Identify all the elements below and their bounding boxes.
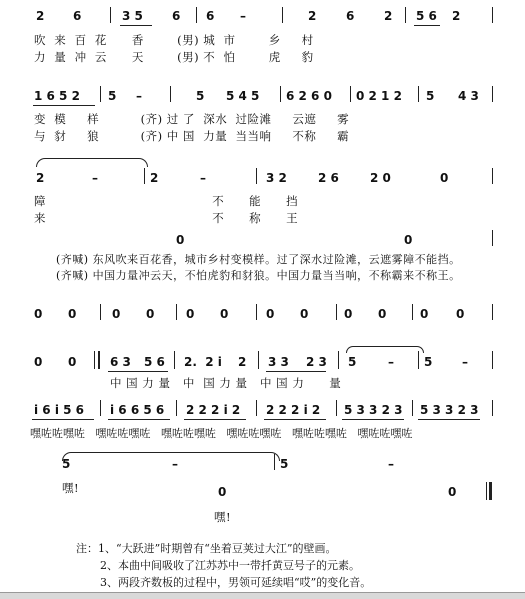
barline [256,168,257,184]
rest: 0 [218,485,227,499]
note: 5 [424,355,433,369]
note: 2 [150,171,159,185]
lyric-line: 来 不 称 王 [34,211,299,225]
tie [36,158,148,167]
rest: 0 [34,355,43,369]
beam [120,25,152,26]
rest: 0 [68,355,77,369]
beam [342,419,404,420]
note: 2 [452,9,461,23]
note: i 6 6 5 6 [110,403,165,417]
note: – [388,355,394,369]
footnote-line: 3、两段齐数板的过程中，男领可延续唱“哎”的变化音。 [100,576,372,589]
note: 5 [280,457,289,471]
barline [282,7,283,23]
lyric-line: 障 不 能 挡 [34,194,299,208]
lyric-line: 力 量 冲 云 天 (男) 不 怕 虎 豹 [34,50,314,64]
rest: 0 [456,307,465,321]
barline [412,400,413,416]
rest: 0 [344,307,353,321]
note: 5 3 3 2 3 [420,403,479,417]
note: – [240,9,246,23]
window-bottom-edge [0,592,525,599]
note: 6 [73,9,82,23]
note: 5 [426,89,435,103]
barline [170,86,171,102]
note: 6 3 [110,355,131,369]
rest: 0 [186,307,195,321]
barline [492,351,493,369]
beam [266,371,326,372]
rest: 0 [378,307,387,321]
barline [336,304,337,320]
chant-line: (齐喊) 中国力量冲云天，不怕虎豹和豺狼。中国力量当当响，不称霸来不称王。 [56,269,461,282]
barline [492,7,493,23]
barline [492,304,493,320]
barline [405,7,406,23]
barline [492,400,493,416]
note: – [136,89,142,103]
note: 5 4 5 [226,89,260,103]
barline [338,351,339,369]
repeat-barline [98,351,100,369]
note: 5 6 [144,355,165,369]
barline [492,86,493,102]
lyric-line: 中 国 力 量 中 国 力 量 中 国 力 量 [110,376,342,390]
rest: 0 [448,485,457,499]
barline [144,168,145,184]
note: 5 [196,89,205,103]
note: 2 [384,9,393,23]
note: – [462,355,468,369]
tie [62,452,280,461]
rest: 0 [220,307,229,321]
barline [110,7,111,23]
beam [108,419,170,420]
note: 2 0 [370,171,391,185]
note: 2 2 2 i 2 [266,403,321,417]
note: 0 2 1 2 [356,89,402,103]
barline [258,351,259,369]
note: 6 [206,9,215,23]
barline [100,304,101,320]
rest: 0 [176,233,185,247]
barline [256,400,257,416]
barline [418,86,419,102]
note: 2. 2 i [184,355,222,369]
rest: 0 [404,233,413,247]
note: 5 3 3 2 3 [344,403,403,417]
note: 3 2 [266,171,287,185]
shout-text: 嘿! [214,510,232,524]
note: 4 3 [458,89,479,103]
note: 5 6 [416,9,437,23]
barline [350,86,351,102]
barline [94,351,95,369]
barline [412,304,413,320]
rest: 0 [34,307,43,321]
note: 3 5 [122,9,143,23]
note: 2 [238,355,247,369]
barline [174,351,175,369]
barline [100,400,101,416]
barline [336,400,337,416]
note: – [200,171,206,185]
note: 6 [172,9,181,23]
note: 2 3 [306,355,327,369]
rest: 0 [112,307,121,321]
note: 2 [36,171,45,185]
lyric-line: 嘿咗咗嘿咗 嘿咗咗嘿咗 嘿咗咗嘿咗 嘿咗咗嘿咗 嘿咗咗嘿咗 嘿咗咗嘿咗 [30,427,413,440]
rest: 0 [68,307,77,321]
footnote-line: 注：1、“大跃进”时期曾有“坐着豆荚过大江”的壁画。 [76,542,337,555]
barline [418,351,419,369]
chant-line: (齐喊) 东风吹来百花香，城市乡村变模样。过了深水过险滩，云遮雾障不能挡。 [56,253,461,266]
note: 2 [308,9,317,23]
beam [414,25,440,26]
note: 5 [348,355,357,369]
barline [176,400,177,416]
rest: 0 [146,307,155,321]
beam [264,419,326,420]
note: 2 [36,9,45,23]
note: – [388,457,394,471]
footnote-line: 2、本曲中间吸收了江苏苏中一带扦黄豆号子的元素。 [100,559,360,572]
note: i 6 i 5 6 [34,403,84,417]
barline [256,304,257,320]
shout-text: 嘿! [62,481,80,495]
note: 1 6 5 2 [34,89,80,103]
lyric-line: 变 模 样 (齐) 过 了 深水 过险滩 云遮 雾 [34,112,350,126]
note: 0 [440,171,449,185]
rest: 0 [300,307,309,321]
barline [492,168,493,184]
barline [492,230,493,246]
note: – [92,171,98,185]
barline [176,304,177,320]
note: – [172,457,178,471]
note: 6 2 6 0 [286,89,332,103]
lyric-line: 与 豺 狼 (齐) 中 国 力量 当当响 不称 霸 [34,129,350,143]
note: 2 6 [318,171,339,185]
beam [184,419,246,420]
barline [274,454,275,470]
note: 5 [108,89,117,103]
rest: 0 [266,307,275,321]
rest: 0 [420,307,429,321]
beam [33,105,95,106]
tie [346,346,424,353]
final-barline-thick [489,482,492,500]
note: 3 3 [268,355,289,369]
lyric-line: 吹 来 百 花 香 (男) 城 市 乡 村 [34,33,314,47]
beam [108,371,168,372]
barline [100,86,101,102]
final-barline [486,482,487,500]
note: 5 [62,457,71,471]
note: 2 2 2 i 2 [186,403,241,417]
beam [32,419,94,420]
barline [280,86,281,102]
note: 6 [346,9,355,23]
beam [418,419,480,420]
barline [196,7,197,23]
